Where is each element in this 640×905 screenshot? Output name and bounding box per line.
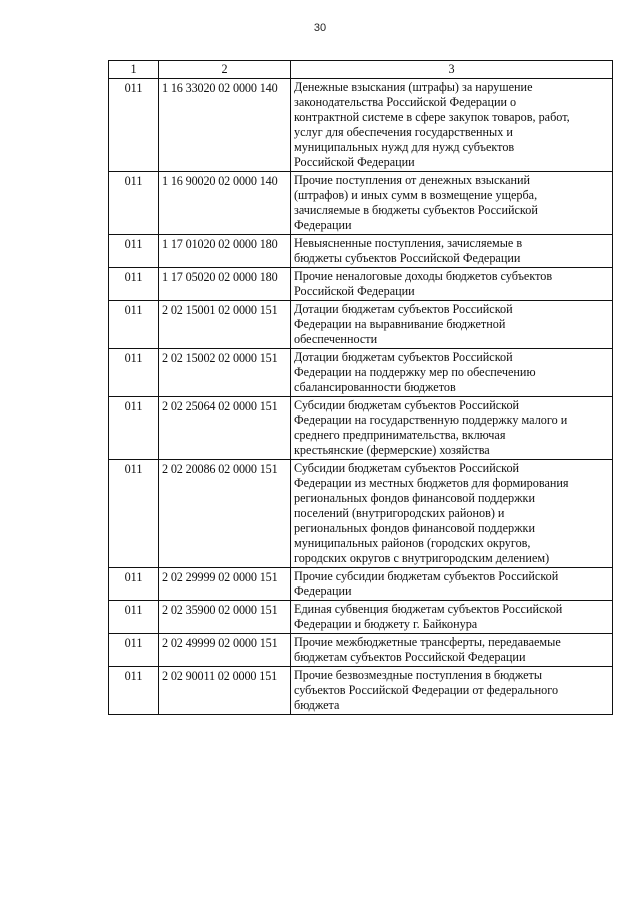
revenue-description-cell <box>291 667 613 715</box>
admin-code-cell: 011 <box>109 634 159 667</box>
admin-code-cell: 011 <box>109 349 159 397</box>
admin-code-cell: 011 <box>109 397 159 460</box>
admin-code-cell: 011 <box>109 301 159 349</box>
description-line: городских округов с внутригородским делением) <box>294 551 550 565</box>
revenue-description-cell <box>291 634 613 667</box>
table-row <box>109 601 613 634</box>
table-row <box>109 235 613 268</box>
revenue-description-cell <box>291 397 613 460</box>
description-line: региональных фондов финансовой поддержки <box>294 521 536 535</box>
description-line: зачисляемые в бюджеты субъектов Российской <box>294 203 538 217</box>
description-line: Субсидии бюджетам субъектов Российской <box>294 461 520 475</box>
description-line: Дотации бюджетам субъектов Российской <box>294 350 513 364</box>
description-line: Денежные взыскания (штрафы) за нарушение <box>294 80 533 94</box>
revenue-description-cell <box>291 172 613 235</box>
description-line: Прочие поступления от денежных взысканий <box>294 173 531 187</box>
admin-code-cell: 011 <box>109 172 159 235</box>
budget-classification-code-cell: 2 02 35900 02 0000 151 <box>159 601 291 634</box>
description-line: среднего предпринимательства, включая <box>294 428 506 442</box>
description-line: субъектов Российской Федерации от федерального <box>294 683 559 697</box>
description-line: Российской Федерации <box>294 284 415 298</box>
table-header-row <box>109 61 613 79</box>
table-row <box>109 568 613 601</box>
description-line: (штрафов) и иных сумм в возмещение ущерба, <box>294 188 538 202</box>
page-number: 30 <box>313 22 327 34</box>
description-line: услуг для обеспечения государственных и <box>294 125 513 139</box>
description-line: Дотации бюджетам субъектов Российской <box>294 302 513 316</box>
budget-classification-code-cell: 2 02 49999 02 0000 151 <box>159 634 291 667</box>
description-line: Федерации <box>294 584 352 598</box>
revenue-description-cell <box>291 568 613 601</box>
description-line: сбалансированности бюджетов <box>294 380 456 394</box>
revenue-description-cell <box>291 235 613 268</box>
description-line: бюджеты субъектов Российской Федерации <box>294 251 521 265</box>
revenue-description-cell <box>291 79 613 172</box>
revenue-description-cell <box>291 601 613 634</box>
column-header-1: 1 <box>109 61 159 79</box>
table-row <box>109 667 613 715</box>
budget-classification-code-cell: 2 02 90011 02 0000 151 <box>159 667 291 715</box>
description-line: Российской Федерации <box>294 155 415 169</box>
description-line: контрактной системе в сфере закупок товаров, работ, <box>294 110 570 124</box>
description-line: Невыясненные поступления, зачисляемые в <box>294 236 523 250</box>
table-row <box>109 79 613 172</box>
admin-code-cell: 011 <box>109 667 159 715</box>
description-line: региональных фондов финансовой поддержки <box>294 491 536 505</box>
description-line: Прочие субсидии бюджетам субъектов Российской <box>294 569 559 583</box>
table-body <box>109 79 613 715</box>
column-header-2: 2 <box>159 61 291 79</box>
table-row <box>109 172 613 235</box>
description-line: Федерации на государственную поддержку малого и <box>294 413 568 427</box>
description-line: муниципальных районов (городских округов, <box>294 536 531 550</box>
revenue-description-cell <box>291 268 613 301</box>
table-row <box>109 268 613 301</box>
table-row <box>109 460 613 568</box>
revenue-description-cell <box>291 301 613 349</box>
description-line: Федерации из местных бюджетов для формирования <box>294 476 569 490</box>
budget-classification-code-cell: 2 02 25064 02 0000 151 <box>159 397 291 460</box>
description-line: Прочие неналоговые доходы бюджетов субъектов <box>294 269 553 283</box>
table-row <box>109 397 613 460</box>
description-line: Федерации на выравнивание бюджетной <box>294 317 506 331</box>
admin-code-cell: 011 <box>109 268 159 301</box>
description-line: муниципальных нужд для нужд субъектов <box>294 140 515 154</box>
budget-classification-code-cell: 1 17 05020 02 0000 180 <box>159 268 291 301</box>
description-line: бюджета <box>294 698 340 712</box>
description-line: Субсидии бюджетам субъектов Российской <box>294 398 520 412</box>
description-line: Единая субвенция бюджетам субъектов Российской <box>294 602 563 616</box>
column-header-3: 3 <box>291 61 613 79</box>
budget-classification-code-cell: 2 02 29999 02 0000 151 <box>159 568 291 601</box>
table-row <box>109 634 613 667</box>
budget-classification-code-cell: 2 02 15002 02 0000 151 <box>159 349 291 397</box>
budget-classification-code-cell: 2 02 15001 02 0000 151 <box>159 301 291 349</box>
admin-code-cell: 011 <box>109 601 159 634</box>
description-line: законодательства Российской Федерации о <box>294 95 517 109</box>
budget-classification-code-cell: 2 02 20086 02 0000 151 <box>159 460 291 568</box>
description-line: обеспеченности <box>294 332 378 346</box>
table-row <box>109 301 613 349</box>
description-line: крестьянские (фермерские) хозяйства <box>294 443 490 457</box>
admin-code-cell: 011 <box>109 460 159 568</box>
description-line: Прочие безвозмездные поступления в бюджеты <box>294 668 543 682</box>
description-line: бюджетам субъектов Российской Федерации <box>294 650 526 664</box>
budget-classification-code-cell: 1 17 01020 02 0000 180 <box>159 235 291 268</box>
admin-code-cell: 011 <box>109 568 159 601</box>
description-line: Прочие межбюджетные трансферты, передаваемые <box>294 635 561 649</box>
admin-code-cell: 011 <box>109 235 159 268</box>
description-line: поселений (внутригородских районов) и <box>294 506 505 520</box>
budget-revenue-table <box>108 60 613 715</box>
table-row <box>109 349 613 397</box>
admin-code-cell: 011 <box>109 79 159 172</box>
description-line: Федерации <box>294 218 352 232</box>
budget-classification-code-cell: 1 16 33020 02 0000 140 <box>159 79 291 172</box>
revenue-description-cell <box>291 460 613 568</box>
description-line: Федерации на поддержку мер по обеспечению <box>294 365 536 379</box>
revenue-description-cell <box>291 349 613 397</box>
description-line: Федерации и бюджету г. Байконура <box>294 617 478 631</box>
budget-classification-code-cell: 1 16 90020 02 0000 140 <box>159 172 291 235</box>
